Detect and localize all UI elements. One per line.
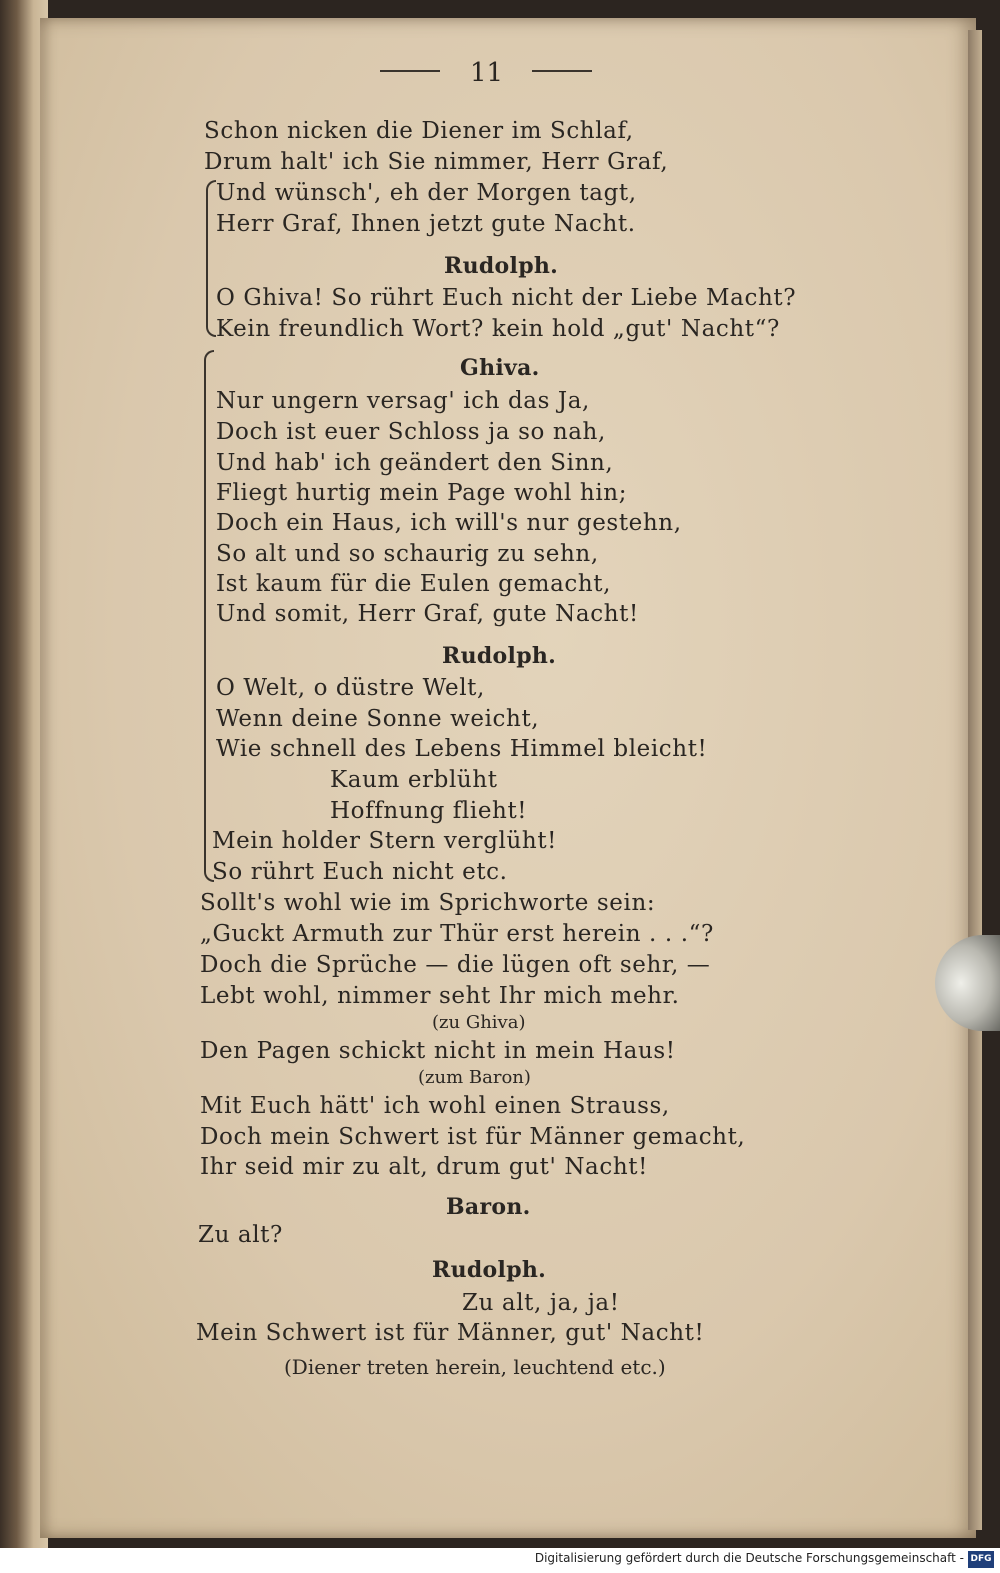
verse-line: Zu alt, ja, ja! [462,1290,620,1316]
ensemble-bracket [204,350,214,622]
speaker-heading: Rudolph. [444,253,559,279]
verse-line: Wenn deine Sonne weicht, [216,706,540,732]
verse-line: Fliegt hurtig mein Page wohl hin; [216,480,628,506]
verse-line: Den Pagen schickt nicht in mein Haus! [200,1038,676,1064]
verse-line: Und wünsch', eh der Morgen tagt, [216,180,637,206]
verse-line: So alt und so schaurig zu sehn, [216,541,599,567]
verse-line: O Welt, o düstre Welt, [216,675,485,701]
verse-line: Ihr seid mir zu alt, drum gut' Nacht! [200,1154,648,1180]
verse-line: Doch ist euer Schloss ja so nah, [216,419,606,445]
ensemble-bracket [206,180,216,262]
footer-credit: Digitalisierung gefördert durch die Deutsche Forschungsgemeinschaft - [534,1551,964,1565]
page-number: 11 [470,58,504,88]
speaker-heading: Rudolph. [432,1257,547,1283]
stage-direction: (zu Ghiva) [432,1012,526,1033]
verse-line: So rührt Euch nicht etc. [212,859,508,885]
verse-line: „Guckt Armuth zur Thür erst herein . . .“? [200,921,714,947]
verse-line: Hoffnung flieht! [330,798,528,824]
verse-line: Sollt's wohl wie im Sprichworte sein: [200,890,656,916]
verse-line: Lebt wohl, nimmer seht Ihr mich mehr. [200,983,680,1009]
verse-line: Zu alt? [198,1222,283,1248]
verse-line: Kein freundlich Wort? kein hold „gut' Nacht“? [216,316,780,342]
verse-line: Nur ungern versag' ich das Ja, [216,388,590,414]
speaker-heading: Ghiva. [460,355,540,381]
header-rule-left [380,70,440,72]
verse-line: Wie schnell des Lebens Himmel bleicht! [216,736,708,762]
stage-direction: (zum Baron) [418,1067,531,1088]
verse-line: Mein Schwert ist für Männer, gut' Nacht! [196,1320,705,1346]
verse-line: Und somit, Herr Graf, gute Nacht! [216,601,639,627]
speaker-heading: Baron. [446,1194,531,1220]
verse-line: Ist kaum für die Eulen gemacht, [216,571,612,597]
verse-line: Drum halt' ich Sie nimmer, Herr Graf, [204,149,669,175]
header-rule-right [532,70,592,72]
page-edge [968,30,982,1530]
verse-line: Kaum erblüht [330,767,498,793]
verse-line: Mit Euch hätt' ich wohl einen Strauss, [200,1093,670,1119]
dfg-logo: DFG [968,1551,994,1568]
stage-direction: (Diener treten herein, leuchtend etc.) [284,1355,666,1379]
verse-line: Mein holder Stern verglüht! [212,828,558,854]
verse-line: Doch mein Schwert ist für Männer gemacht, [200,1124,746,1150]
verse-line: Schon nicken die Diener im Schlaf, [204,118,634,144]
verse-line: O Ghiva! So rührt Euch nicht der Liebe Macht? [216,285,797,311]
speaker-heading: Rudolph. [442,643,557,669]
verse-line: Doch die Sprüche — die lügen oft sehr, — [200,952,711,978]
verse-line: Herr Graf, Ihnen jetzt gute Nacht. [216,211,636,237]
verse-line: Doch ein Haus, ich will's nur gestehn, [216,510,682,536]
ensemble-bracket [206,260,216,337]
verse-line: Und hab' ich geändert den Sinn, [216,450,614,476]
